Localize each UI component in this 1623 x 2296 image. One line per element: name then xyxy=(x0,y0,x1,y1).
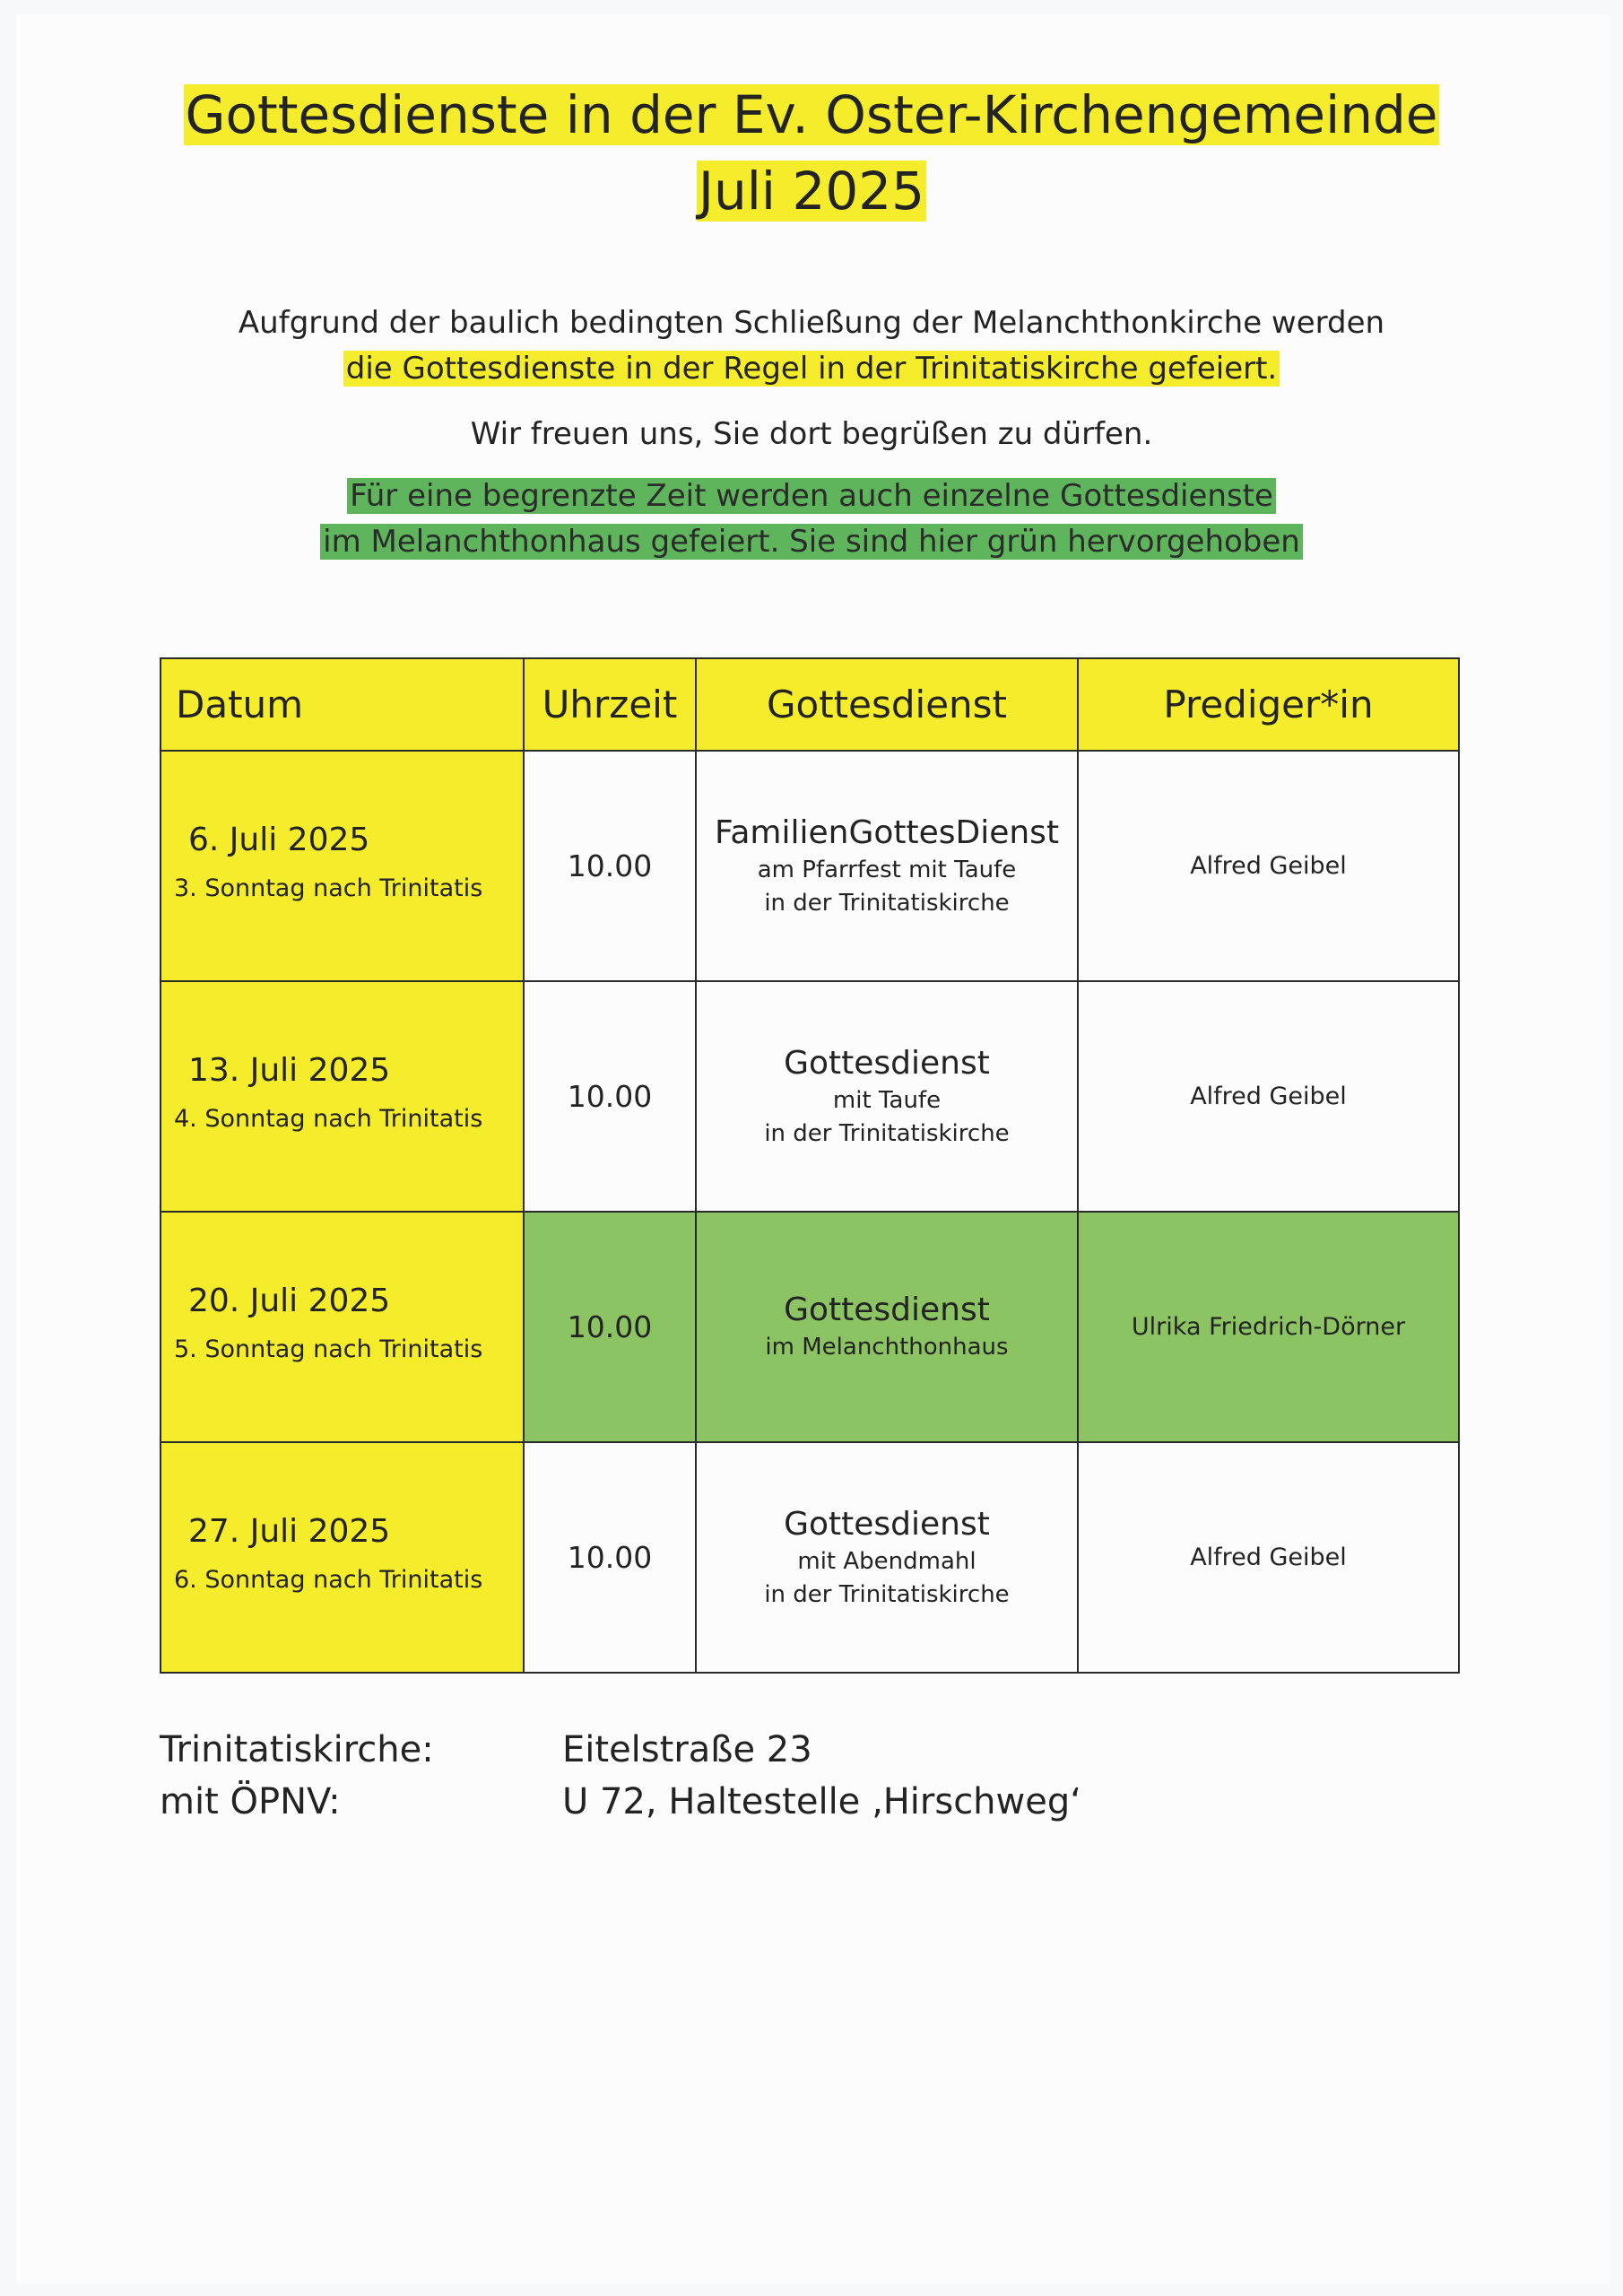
preacher-cell xyxy=(1078,751,1459,981)
service-time: 10.00 xyxy=(567,1540,653,1575)
service-time: 10.00 xyxy=(567,848,653,883)
header-uhrzeit: Uhrzeit xyxy=(524,658,696,751)
service-time: 10.00 xyxy=(567,1079,653,1114)
intro-line-1: Aufgrund der baulich bedingten Schließung der Melanchthonkirche werden xyxy=(238,305,1385,341)
table-row xyxy=(161,981,1459,1212)
church-address-label: Trinitatiskirche: xyxy=(160,1729,434,1770)
time-cell xyxy=(524,1442,696,1673)
preacher-cell xyxy=(1078,981,1459,1212)
header-prediger: Prediger*in xyxy=(1078,658,1459,751)
service-type: Gottesdienst xyxy=(784,1505,990,1543)
service-date: 20. Juli 2025 xyxy=(188,1282,391,1319)
service-detail: mit Abendmahl xyxy=(797,1547,976,1575)
intro-line-5-green: im Melanchthonhaus gefeiert. Sie sind hier grün hervorgehoben xyxy=(0,518,1623,565)
date-cell xyxy=(161,1442,524,1673)
service-schedule-table xyxy=(160,657,1460,1674)
service-type: Gottesdienst xyxy=(784,1292,990,1328)
liturgical-sunday: 6. Sonntag nach Trinitatis xyxy=(174,1565,483,1594)
header-datum: Datum xyxy=(161,658,524,751)
service-detail: mit Taufe xyxy=(832,1086,942,1114)
time-cell xyxy=(524,1212,696,1442)
header-gottesdienst: Gottesdienst xyxy=(696,658,1078,751)
transit-value: U 72, Haltestelle ‚Hirschweg‘ xyxy=(562,1781,1081,1822)
service-time: 10.00 xyxy=(567,1309,653,1344)
page-subtitle-month: Juli 2025 xyxy=(698,161,925,222)
preacher-cell xyxy=(1078,1442,1459,1673)
intro-line-2-highlighted: die Gottesdienste in der Regel in der Trinitatiskirche gefeiert. xyxy=(0,345,1623,392)
service-date: 6. Juli 2025 xyxy=(188,821,370,858)
service-location: im Melanchthonhaus xyxy=(765,1334,1009,1361)
service-cell xyxy=(696,1212,1078,1442)
date-cell xyxy=(161,1212,524,1442)
table-row xyxy=(161,751,1459,981)
service-cell xyxy=(696,1442,1078,1673)
date-cell xyxy=(161,751,524,981)
preacher-name: Ulrika Friedrich-Dörner xyxy=(1131,1313,1406,1341)
page-title: Gottesdienste in der Ev. Oster-Kirchengemeinde xyxy=(185,84,1438,145)
service-type: Gottesdienst xyxy=(784,1044,990,1082)
intro-line-4-green: Für eine begrenzte Zeit werden auch einzelne Gottesdienste xyxy=(0,473,1623,519)
preacher-name: Alfred Geibel xyxy=(1190,1544,1347,1571)
service-location: in der Trinitatiskirche xyxy=(764,1119,1010,1147)
preacher-name: Alfred Geibel xyxy=(1190,852,1347,880)
service-location: in der Trinitatiskirche xyxy=(764,1580,1010,1608)
time-cell xyxy=(524,981,696,1212)
date-cell xyxy=(161,981,524,1212)
service-cell xyxy=(696,751,1078,981)
preacher-name: Alfred Geibel xyxy=(1190,1083,1347,1110)
table-header-row xyxy=(161,658,1459,751)
church-address-value: Eitelstraße 23 xyxy=(562,1729,812,1770)
intro-line-3: Wir freuen uns, Sie dort begrüßen zu dürfen. xyxy=(470,416,1153,452)
service-detail: am Pfarrfest mit Taufe xyxy=(757,856,1017,883)
transit-label: mit ÖPNV: xyxy=(160,1781,341,1822)
service-date: 27. Juli 2025 xyxy=(188,1512,391,1550)
service-location: in der Trinitatiskirche xyxy=(764,889,1010,917)
service-cell xyxy=(696,981,1078,1212)
service-date: 13. Juli 2025 xyxy=(188,1051,391,1089)
liturgical-sunday: 3. Sonntag nach Trinitatis xyxy=(174,874,483,902)
table-row xyxy=(161,1442,1459,1673)
preacher-cell xyxy=(1078,1212,1459,1442)
table-row-highlighted xyxy=(161,1212,1459,1442)
liturgical-sunday: 4. Sonntag nach Trinitatis xyxy=(174,1104,483,1133)
service-type: FamilienGottesDienst xyxy=(714,813,1060,851)
liturgical-sunday: 5. Sonntag nach Trinitatis xyxy=(174,1335,483,1363)
time-cell xyxy=(524,751,696,981)
